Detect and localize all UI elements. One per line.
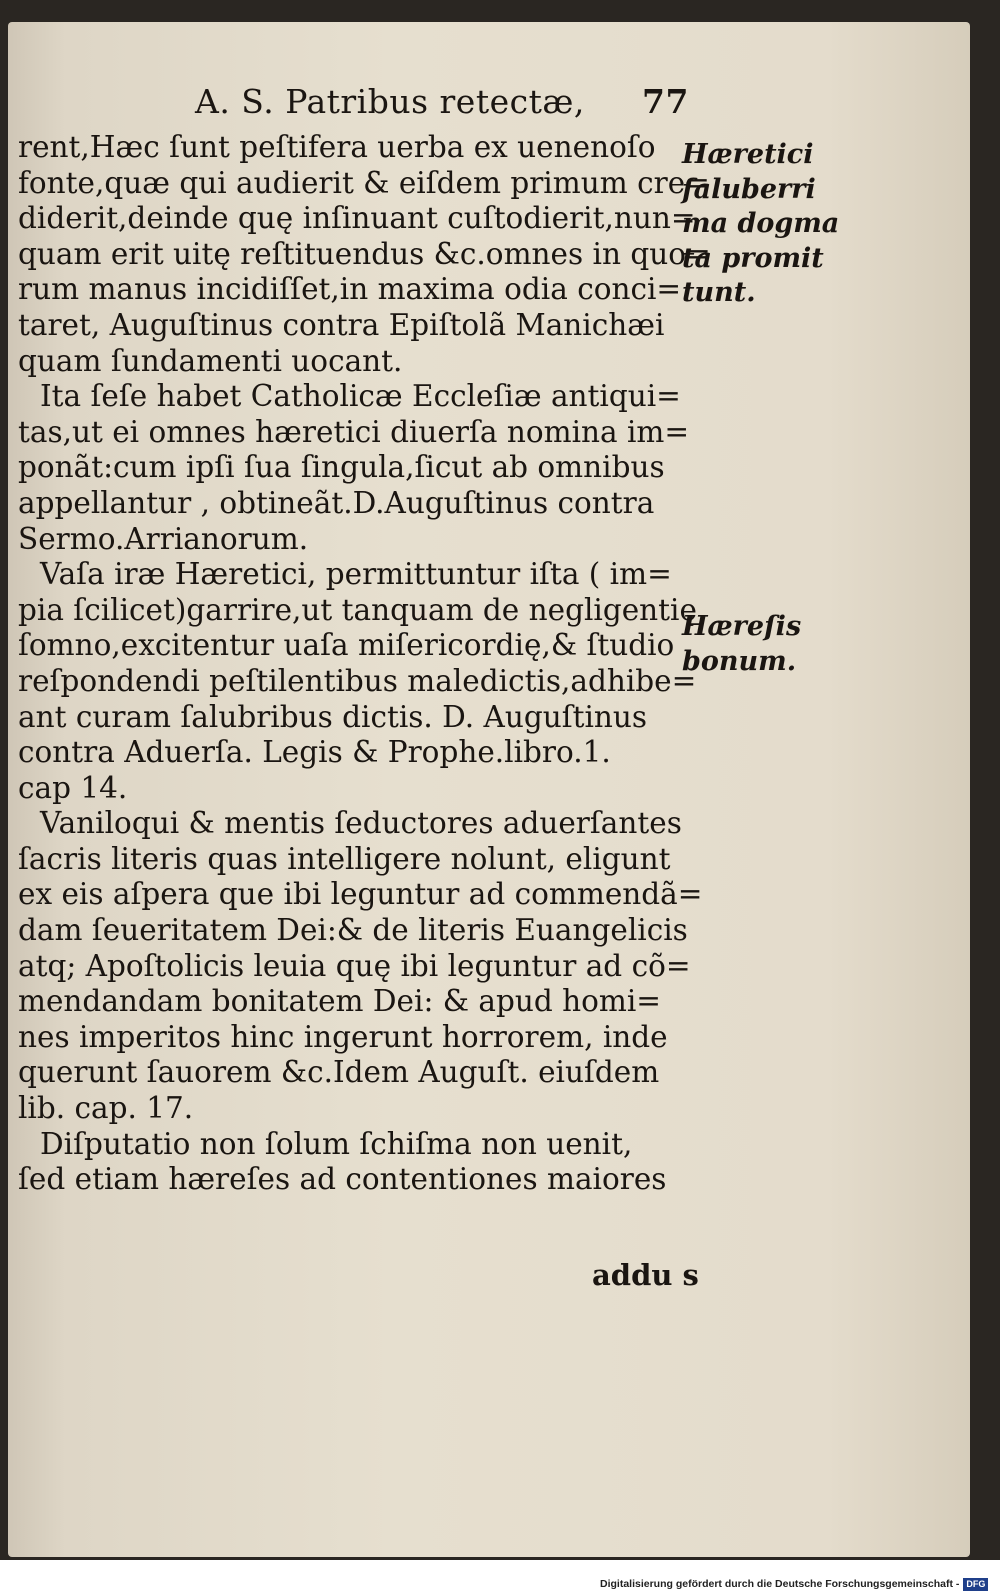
text-line: lib. cap. 17. bbox=[18, 1091, 194, 1126]
catchword: addu s bbox=[592, 1258, 699, 1292]
marginal-note-line: ſaluberri bbox=[682, 173, 816, 205]
text-line: diderit,deinde quę inſinuant cuſtodierit,nun= bbox=[18, 201, 696, 236]
text-line: Vaſa iræ Hæretici, permittuntur iſta ( im= bbox=[40, 557, 672, 592]
marginal-note-line: Hæretici bbox=[682, 139, 814, 170]
text-line: rent,Hæc ſunt peſtifera uerba ex uenenoſo bbox=[18, 130, 656, 164]
marginal-note-line: tunt. bbox=[682, 277, 756, 308]
marginal-note-line: Hæreſis bbox=[682, 611, 802, 642]
text-line: quam ſundamenti uocant. bbox=[18, 343, 403, 378]
text-line: fonte,quæ qui audierit & eiſdem primum cre= bbox=[18, 165, 710, 200]
marginal-note bbox=[682, 610, 842, 679]
marginal-note-line: bonum. bbox=[682, 645, 797, 677]
text-line: quam erit uitę reſtituendus &c.omnes in quo= bbox=[18, 236, 711, 271]
text-line: dam ſeueritatem Dei:& de literis Euangelicis bbox=[18, 913, 688, 948]
running-title: A. S. Patribus retectæ, bbox=[195, 82, 585, 121]
text-line: Sermo.Arrianorum. bbox=[18, 521, 309, 556]
text-line: ponãt:cum ipſi ſua ſingula,ſicut ab omnibus bbox=[18, 450, 665, 485]
text-line: Ita ſeſe habet Catholicæ Eccleſiæ antiqui= bbox=[40, 379, 681, 414]
text-line: appellantur , obtineãt.D.Auguſtinus contra bbox=[18, 485, 655, 520]
text-line: ex eis aſpera que ibi leguntur ad commendã= bbox=[18, 877, 703, 912]
text-line: contra Aduerſa. Legis & Prophe.libro.1. bbox=[18, 735, 611, 770]
dfg-logo: DFG bbox=[963, 1578, 988, 1591]
text-line: ſed etiam hæreſes ad contentiones maiores bbox=[18, 1162, 667, 1197]
text-line: ſacris literis quas intelligere nolunt, eligunt bbox=[18, 841, 671, 876]
text-line: tas,ut ei omnes hæretici diuerſa nomina im= bbox=[18, 414, 690, 449]
text-line: Vaniloqui & mentis ſeductores aduerſantes bbox=[40, 806, 682, 841]
text-line: ant curam ſalubribus dictis. D. Auguſtinus bbox=[18, 699, 648, 734]
marginal-note-line: ma dogma bbox=[682, 208, 840, 239]
text-line: reſpondendi peſtilentibus maledictis,adhibe= bbox=[18, 663, 697, 698]
text-line: atq; Apoſtolicis leuia quę ibi leguntur ad cõ= bbox=[18, 948, 691, 983]
text-line: nes imperitos hinc ingerunt horrorem, inde bbox=[18, 1019, 668, 1054]
text-line: pia ſcilicet)garrire,ut tanquam de negligentię bbox=[18, 592, 697, 627]
text-line: rum manus incidiſſet,in maxima odia conci= bbox=[18, 272, 682, 307]
marginal-note bbox=[682, 138, 842, 311]
text-line: Diſputatio non ſolum ſchiſma non uenit, bbox=[40, 1126, 633, 1161]
main-text-block bbox=[18, 130, 711, 1198]
marginal-note-line: ta promit bbox=[682, 242, 824, 274]
text-line: querunt ſauorem &c.Idem Auguſt. eiuſdem bbox=[18, 1055, 660, 1090]
text-line: ſomno,excitentur uaſa miſericordię,& ſtudio bbox=[18, 628, 675, 663]
text-line: cap 14. bbox=[18, 770, 128, 805]
text-line: mendandam bonitatem Dei: & apud homi= bbox=[18, 984, 662, 1019]
text-line: taret, Auguſtinus contra Epiſtolã Manichæi bbox=[18, 307, 665, 342]
page-number: 77 bbox=[642, 82, 689, 121]
credit-text: Digitalisierung gefördert durch die Deutsche Forschungsgemeinschaft - bbox=[600, 1578, 960, 1590]
digitization-credit bbox=[600, 1575, 988, 1593]
running-head bbox=[195, 82, 695, 126]
